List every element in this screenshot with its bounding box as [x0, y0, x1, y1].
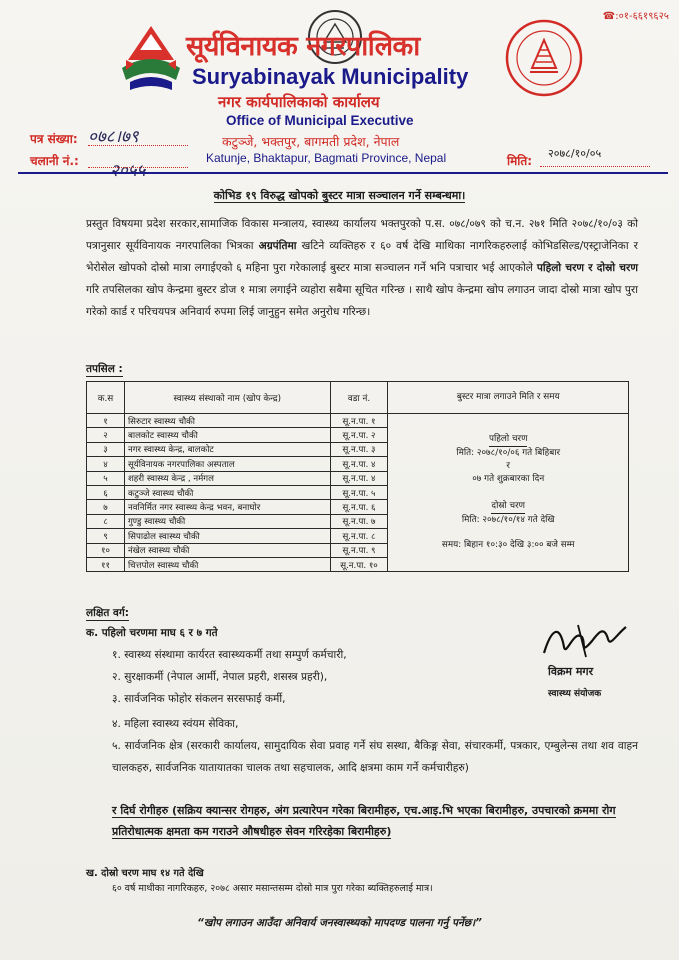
target-group-label: लक्षित वर्ग: — [86, 607, 129, 619]
signature-icon — [534, 617, 634, 663]
body-bold-phases: पहिलो चरण र दोस्रो चरण — [536, 262, 639, 274]
table-row: १० नंखेल स्वास्थ्य चौकी सू.न.पा. ९ — [87, 543, 629, 557]
table-row: ९ सिपाढोल स्वास्थ्य चौकी सू.न.पा. ८ — [87, 529, 629, 543]
chalani-label: चलानी नं.: — [30, 154, 79, 168]
phase2-text: ६० वर्ष माथीका नागरिकहरु, २०७८ असार मसान्तसम्म दोस्रो मात्र पुरा गरेका ब्यक्तिहरुलाई मात्र। — [112, 883, 433, 894]
body-bold-frontline: अग्रपंतिमा — [258, 240, 297, 252]
municipality-title-np: सूर्यविनायक नगरपालिका — [186, 31, 420, 62]
tapasil-label: तपसिल : — [86, 363, 123, 375]
signatory-title: स्वास्थ्य संयोजक — [548, 689, 602, 699]
chronic-patients-note: र दिर्घ रोगीहरु (सक्रिय क्यान्सर रोगहरु, अंग प्रत्यारेपन गरेका बिरामीहरु, एच.आइ.भि भएका बिरामीहरु, उपचारको क्रममा रोग प्रतिरोधात्मक क्षमता कम गराउने औषधीहरु सेवन गरिरहेका बिरामीहरु) — [112, 804, 616, 838]
table-row: ७ नवनिर्मित नगर स्वास्थ्य केन्द्र भवन, बनाघोर सू.न.पा. ६ — [87, 500, 629, 514]
address-np: कटुञ्जे, भक्तपुर, बागमती प्रदेश, नेपाल — [222, 134, 400, 149]
office-title-en: Office of Municipal Executive — [226, 113, 414, 128]
col-header-ward: वडा नं. — [330, 382, 388, 414]
col-header-name: स्वास्थ्य संस्थाको नाम (खोप केन्द्र) — [124, 382, 330, 414]
municipality-emblem-icon — [118, 20, 184, 98]
phone-number: ☎:०१-६६१९६२५ — [602, 11, 669, 22]
address-en: Katunje, Bhaktapur, Bagmati Province, Nepal — [206, 151, 447, 165]
list-item: १. स्वास्थ्य संस्थामा कार्यरत स्वास्थ्यकर्मी तथा सम्पुर्ण कर्मचारी, — [112, 649, 347, 661]
table-row: ६ कटुञ्जे स्वास्थ्य चौकी सू.न.पा. ५ — [87, 485, 629, 499]
phase1-heading: क. पहिलो चरणमा माघ ६ र ७ गते — [86, 627, 218, 639]
signatory-name: विक्रम मगर — [548, 665, 594, 678]
phase1-date: मिति: २०७८/१०/०६ गते बिहिबार — [456, 448, 561, 459]
patra-sankhya-value: ०७८।७९ — [88, 127, 139, 147]
body-paragraph: प्रस्तुत विषयमा प्रदेश सरकार,सामाजिक विकास मन्त्रालय, स्वास्थ्य कार्यालय भक्तपुरको प.स. ०७८/०७९ को च.न. २७१ मिति २०७८/१०/०३ को पत्रानुसार सूर्यविनायक नगरपालिका भित्रका अग्रपंतिमा खटिने व्यक्तिहरु र ६० वर्ष देखि माथिका नागरिकहरुलाई कोभिडसिल्ड/एस्ट्राजेनिका र भेरोसेल खोपको दोस्रो मात्रा लगाईएको ६ महिना पुरा गरेकालाई बुस्टर मात्रा सञ्चालन गर्ने भनि पत्राचार भई आएकोले पहिलो चरण र दोस्रो चरण गरि तपसिलका खोप केन्द्रमा बुस्टर डोज १ मात्रा लगाईने व्यहोरा सबैमा सूचित गरिन्छ । साथै खोप केन्द्रमा खोप लगाउन जादा दोस्रो मात्रा खोप पुरा गरेको कार्ड र परिचयपत्र अनिवार्य रुपमा लिई जानुहुन समेत अनुरोध गरिन्छ। — [86, 218, 639, 318]
footer-quote: “खोप लगाउन आउँदा अनिवार्य जनस्वास्थ्यको मापदण्ड पालना गर्नु पर्नेछ।” — [197, 917, 482, 929]
table-row: ३ नगर स्वास्थ्य केन्द्र, बालकोट सू.न.पा. ३ — [87, 442, 629, 456]
phase1-date2: ०७ गते शुक्रबारका दिन — [472, 474, 545, 485]
table-row: ८ गुण्डु स्वास्थ्य चौकी सू.न.पा. ७ — [87, 514, 629, 528]
phase1-and: र — [506, 461, 511, 472]
list-item: ३. सार्वजनिक फोहोर संकलन सरसफाई कर्मी, — [112, 693, 286, 705]
schedule-cell — [388, 414, 629, 572]
vaccination-centers-table — [86, 381, 629, 572]
date-value: २०७८/१०/०५ — [548, 147, 602, 160]
phase2-heading: ख. दोस्रो चरण माघ १४ गते देखि — [86, 868, 204, 879]
phase2-title: दोस्रो चरण — [491, 500, 525, 514]
table-row: ११ चित्तपोल स्वास्थ्य चौकी सू.न.पा. १० — [87, 557, 629, 571]
list-item: ४. महिला स्वास्थ्य स्वंयम सेविका, — [112, 718, 239, 730]
header-divider — [18, 172, 668, 174]
col-header-sn: क.स — [87, 382, 125, 414]
phase1-title: पहिलो चरण — [489, 433, 528, 447]
table-row: १ सिरुटार स्वास्थ्य चौकी सू.न.पा. १ पहिलो चरण मिति: २०७८/१०/०६ गते बिहिबार र ०७ गते शुक्रबारका दिन दोस्रो चरण मिति: २०७८/१०/१४ गते देखि समय: बिहान १०:३० देखि ३:०० बजे सम्म — [87, 414, 629, 428]
municipality-seal-icon — [504, 18, 584, 98]
office-title-np: नगर कार्यपालिकाको कार्यालय — [218, 93, 380, 111]
chalani-value: २०५५ — [110, 161, 146, 181]
letter-subject: कोभिड १९ विरुद्ध खोपको बुस्टर मात्रा सञ्चालन गर्ने सम्बन्धमा। — [213, 189, 466, 202]
table-row: २ बालकोट स्वास्थ्य चौकी सू.न.पा. २ — [87, 428, 629, 442]
date-label: मिति: — [507, 154, 533, 168]
phase2-date: मिति: २०७८/१०/१४ गते देखि — [461, 515, 555, 526]
schedule-time: समय: बिहान १०:३० देखि ३:०० बजे सम्म — [441, 540, 575, 551]
table-header-row — [87, 382, 629, 414]
list-item-public-sector: ५. सार्वजनिक क्षेत्र (सरकारी कार्यालय, सामुदायिक सेवा प्रवाह गर्ने संघ सस्था, बैकिङ्ग सेवा, संचारकर्मी, पत्रकार, एम्बुलेन्स तथा शव वाहन चालकहरु, सार्वजनिक यातायातका चालक तथा सहचालक, आदि क्षत्रमा काम गर्ने कर्मचारीहरु) — [112, 740, 638, 774]
list-item: २. सुरक्षाकर्मी (नेपाल आर्मी, नेपाल प्रहरी, शसस्त्र प्रहरी), — [112, 671, 328, 683]
table-row: ४ सूर्यविनायक नगरपालिका अस्पताल सू.न.पा. ४ — [87, 457, 629, 471]
table-row: ५ शहरी स्वास्थ्य केन्द्र , नर्मगल सू.न.पा. ४ — [87, 471, 629, 485]
patra-sankhya-label: पत्र संख्या: — [30, 132, 78, 146]
municipality-title-en: Suryabinayak Municipality — [192, 64, 469, 89]
col-header-schedule: बुस्टर मात्रा लगाउने मिति र समय — [388, 382, 629, 414]
